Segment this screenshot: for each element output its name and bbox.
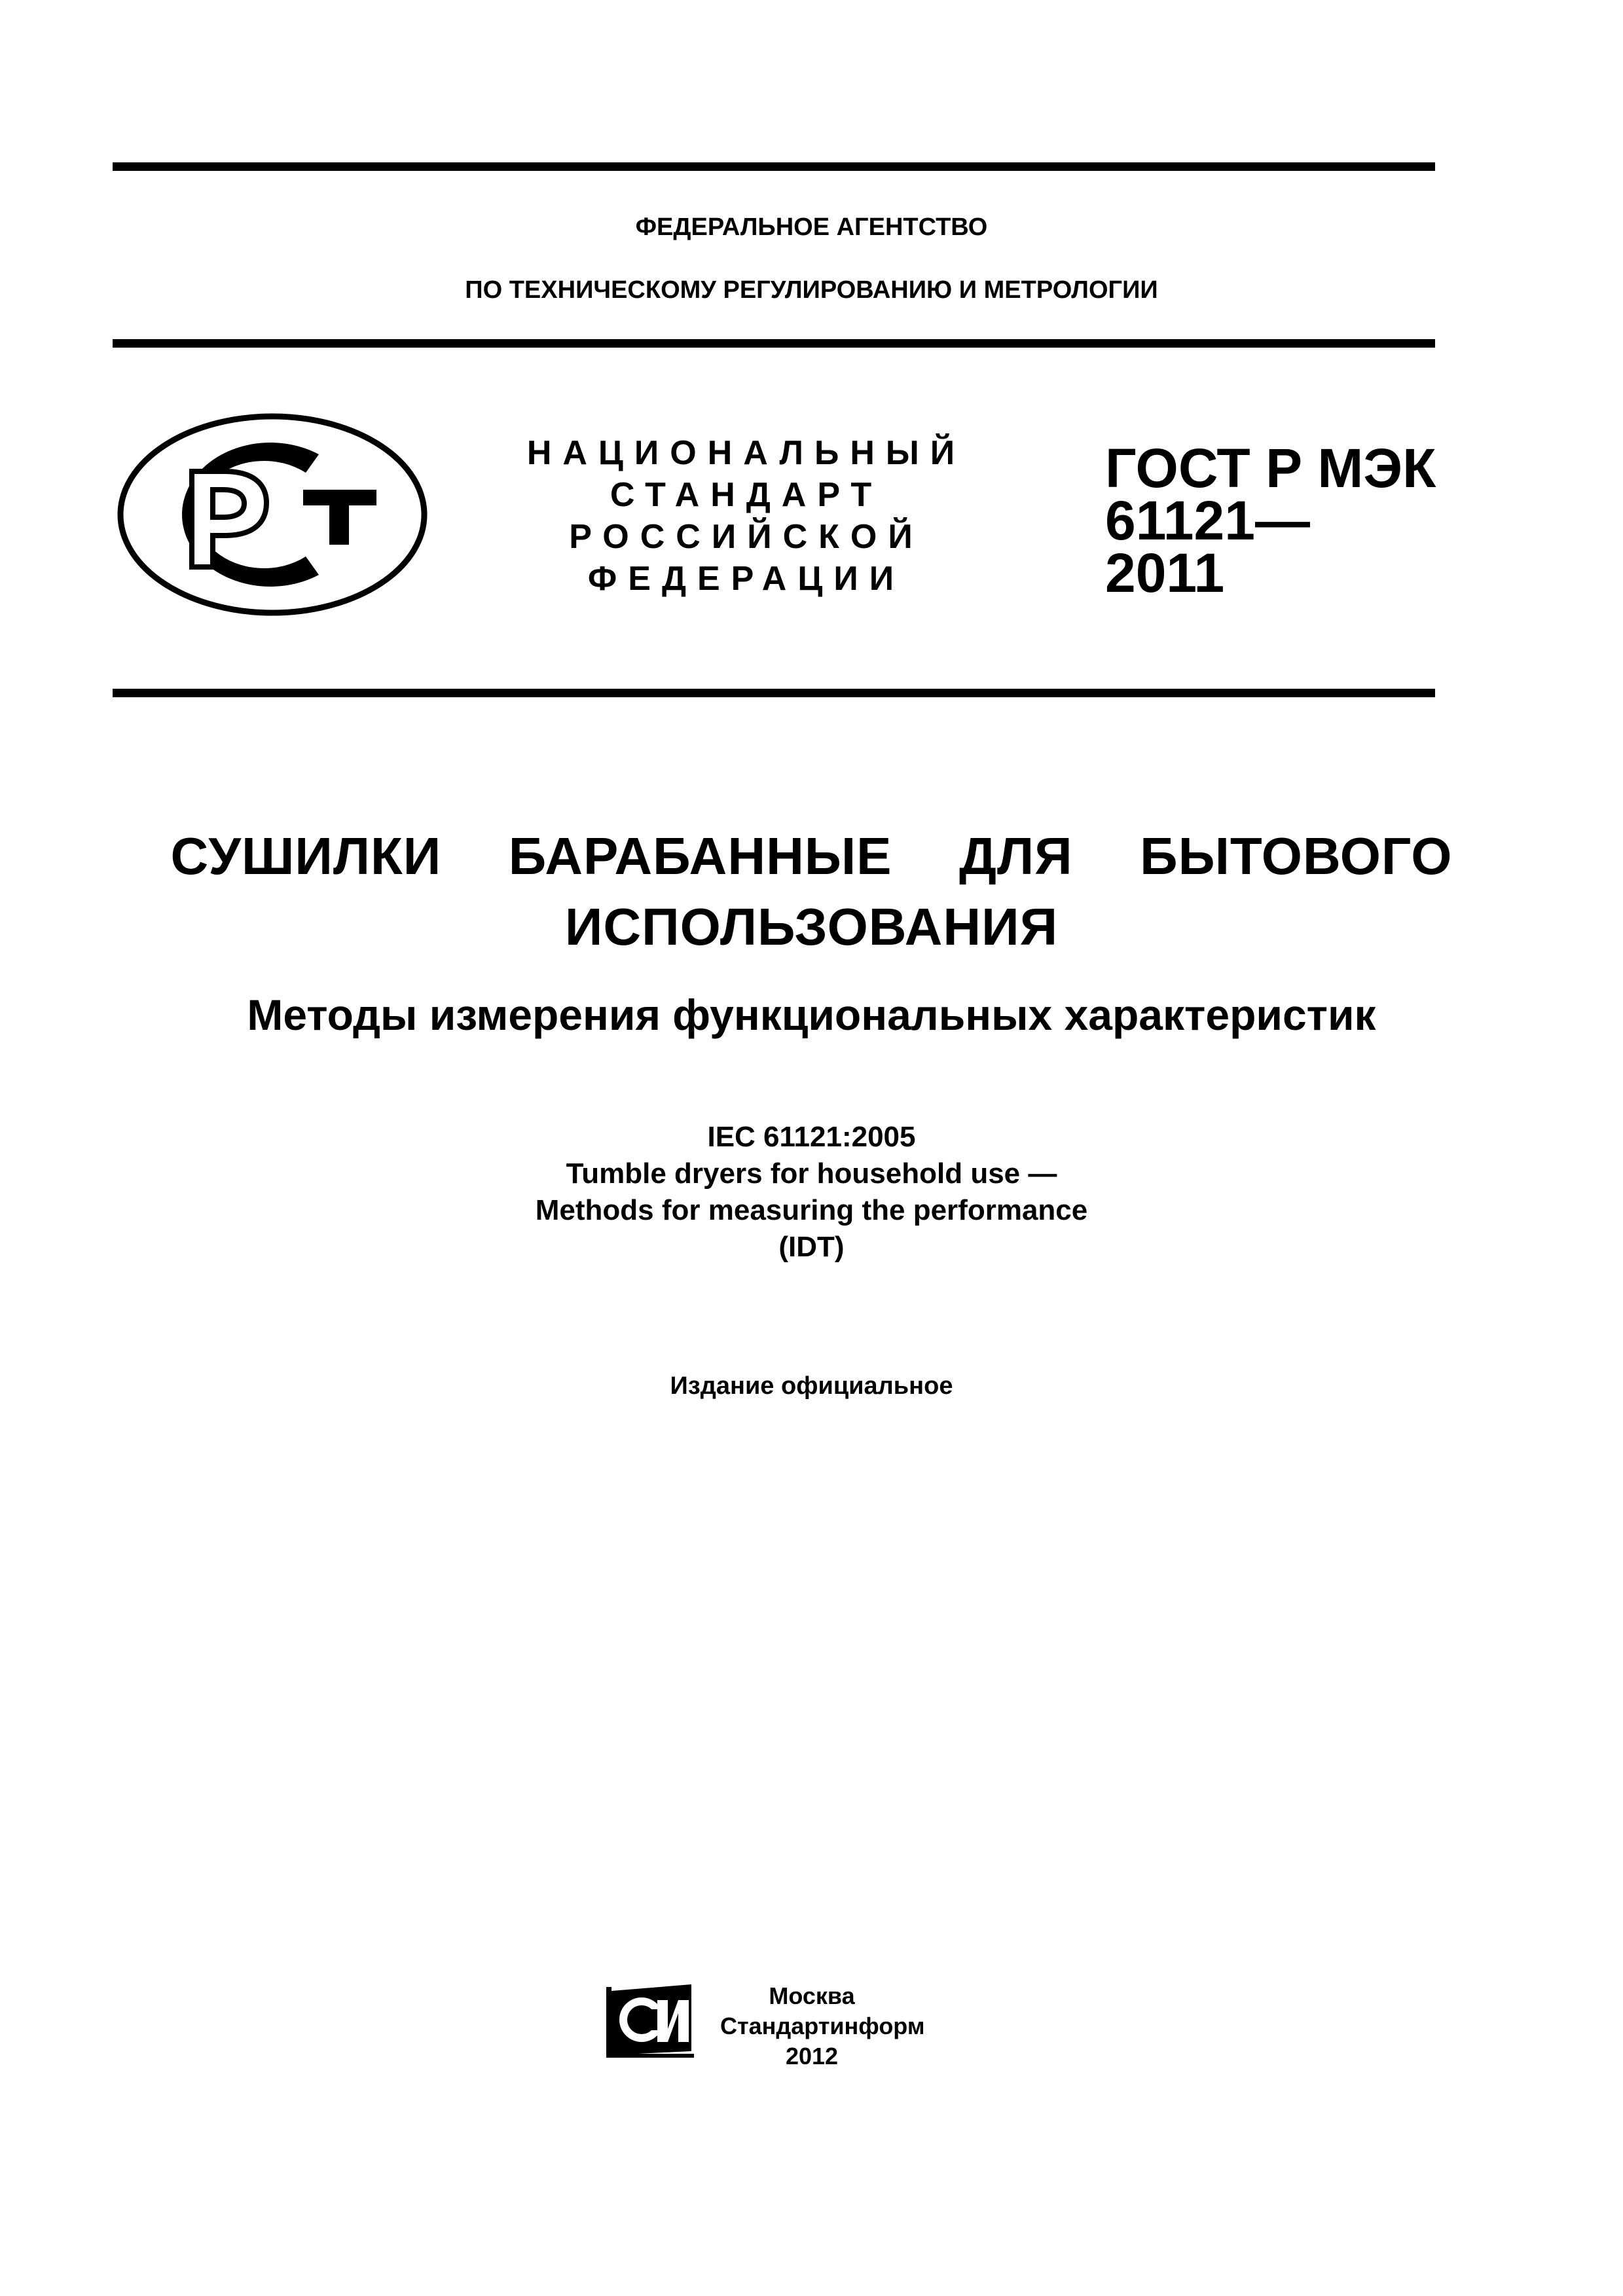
iec-reference-title-1: Tumble dryers for household use — [566, 1157, 1057, 1190]
rst-emblem-icon [115, 411, 430, 618]
designation-line-1: ГОСТ Р МЭК [1105, 437, 1436, 499]
standartinform-logo-icon [602, 1980, 701, 2059]
designation-line-3: 2011 [1105, 542, 1225, 604]
document-title-line-1: СУШИЛКИ БАРАБАННЫЕ ДЛЯ БЫТОВОГО [170, 827, 1453, 885]
header-bottom-rule [113, 339, 1435, 348]
document-subtitle: Методы измерения функциональных характеристик [247, 991, 1376, 1039]
iec-reference-number: IEC 61121:2005 [707, 1121, 916, 1153]
national-line-1: НАЦИОНАЛЬНЫЙ [526, 434, 966, 472]
publisher-name: Стандартинформ [720, 2013, 925, 2039]
publisher-imprint [720, 1981, 925, 2071]
edition-label: Издание официальное [670, 1372, 953, 1400]
national-line-3: РОССИЙСКОЙ [569, 518, 924, 556]
iec-reference-equivalence: (IDT) [778, 1231, 845, 1263]
national-standard-label [511, 432, 982, 600]
standard-designation [1105, 437, 1436, 604]
publication-year: 2012 [785, 2043, 839, 2069]
national-line-4: ФЕДЕРАЦИИ [587, 560, 905, 598]
iec-reference-title-2: Methods for measuring the performance [535, 1194, 1088, 1226]
national-line-2: СТАНДАРТ [610, 476, 883, 514]
publisher-city: Москва [769, 1982, 855, 2009]
document-title-line-2: ИСПОЛЬЗОВАНИЯ [564, 898, 1059, 956]
top-rule [113, 162, 1435, 171]
designation-bottom-rule [113, 689, 1435, 697]
designation-line-2: 61121— [1105, 490, 1310, 551]
agency-line-2: ПО ТЕХНИЧЕСКОМУ РЕГУЛИРОВАНИЮ И МЕТРОЛОГИИ [465, 276, 1158, 304]
agency-line-1: ФЕДЕРАЛЬНОЕ АГЕНТСТВО [635, 213, 988, 241]
